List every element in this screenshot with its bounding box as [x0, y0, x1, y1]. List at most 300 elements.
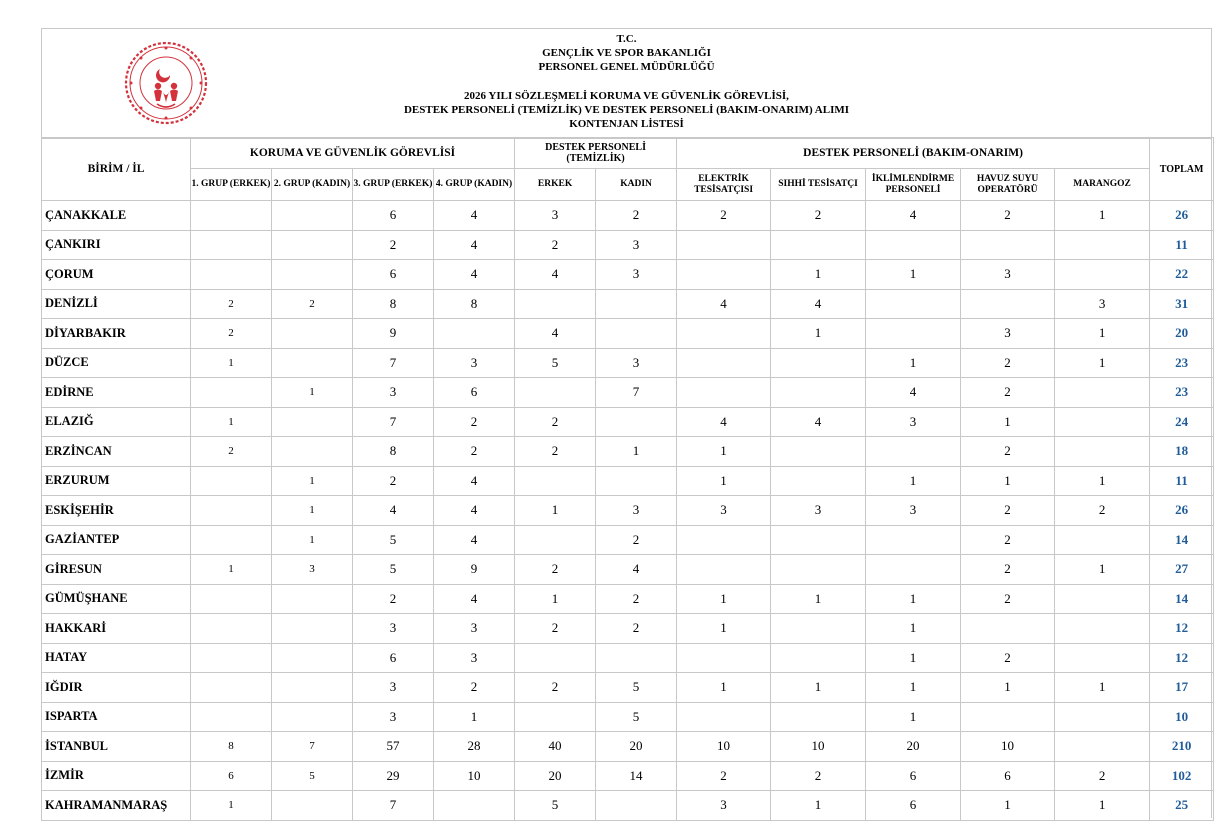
- row-value: [961, 289, 1055, 319]
- row-value: 3: [1055, 289, 1150, 319]
- row-total: 11: [1150, 466, 1214, 496]
- row-value: 1: [1055, 319, 1150, 349]
- column-temizlik-erkek: ERKEK: [515, 169, 596, 201]
- row-value: [596, 407, 677, 437]
- row-value: 2: [961, 555, 1055, 585]
- table-row: [42, 643, 1214, 673]
- row-value: 2: [1055, 496, 1150, 526]
- row-value: [677, 230, 771, 260]
- row-value: 6: [353, 643, 434, 673]
- row-value: 4: [353, 496, 434, 526]
- row-value: [771, 702, 866, 732]
- table-row: [42, 584, 1214, 614]
- row-total: 31: [1150, 289, 1214, 319]
- row-value: [1055, 614, 1150, 644]
- row-province: İZMİR: [42, 761, 191, 791]
- row-value: [1055, 230, 1150, 260]
- row-value: 20: [596, 732, 677, 762]
- table-row: [42, 437, 1214, 467]
- row-value: 1: [515, 496, 596, 526]
- column-elektrik-tesisatcisi: ELEKTRİK TESİSATÇISI: [677, 169, 771, 201]
- row-value: [191, 378, 272, 408]
- row-value: [771, 437, 866, 467]
- row-value: 10: [771, 732, 866, 762]
- row-value: 1: [272, 378, 353, 408]
- table-row: [42, 525, 1214, 555]
- row-total: 11: [1150, 230, 1214, 260]
- row-value: 3: [596, 260, 677, 290]
- row-value: 4: [434, 584, 515, 614]
- row-total: 12: [1150, 614, 1214, 644]
- row-total: 23: [1150, 378, 1214, 408]
- row-value: 10: [961, 732, 1055, 762]
- row-value: 2: [191, 289, 272, 319]
- table-row: [42, 230, 1214, 260]
- row-value: [771, 555, 866, 585]
- table-row: [42, 407, 1214, 437]
- row-value: 10: [434, 761, 515, 791]
- row-total: 10: [1150, 702, 1214, 732]
- row-value: [1055, 407, 1150, 437]
- row-value: 1: [434, 702, 515, 732]
- row-value: 4: [677, 289, 771, 319]
- row-value: 1: [771, 584, 866, 614]
- row-value: 2: [434, 407, 515, 437]
- row-value: 4: [434, 230, 515, 260]
- row-province: ÇORUM: [42, 260, 191, 290]
- row-province: DÜZCE: [42, 348, 191, 378]
- row-value: 2: [353, 230, 434, 260]
- row-value: [272, 230, 353, 260]
- row-value: 5: [272, 761, 353, 791]
- row-value: 8: [353, 289, 434, 319]
- column-iklimlendirme-personeli: İKLİMLENDİRME PERSONELİ: [866, 169, 961, 201]
- row-value: 1: [866, 702, 961, 732]
- row-value: 7: [353, 407, 434, 437]
- row-value: [866, 319, 961, 349]
- table-row: [42, 791, 1214, 821]
- row-value: [596, 289, 677, 319]
- row-value: 28: [434, 732, 515, 762]
- row-value: 2: [596, 584, 677, 614]
- group-temizlik: DESTEK PERSONELİ (TEMİZLİK): [515, 138, 677, 169]
- row-value: [771, 230, 866, 260]
- row-value: [1055, 525, 1150, 555]
- row-value: [1055, 437, 1150, 467]
- row-total: 102: [1150, 761, 1214, 791]
- row-value: 2: [515, 614, 596, 644]
- row-value: 3: [353, 673, 434, 703]
- row-value: [961, 614, 1055, 644]
- row-value: 1: [961, 673, 1055, 703]
- row-value: [866, 555, 961, 585]
- row-value: 1: [1055, 673, 1150, 703]
- row-value: 5: [353, 525, 434, 555]
- row-value: 3: [677, 791, 771, 821]
- table-row: [42, 673, 1214, 703]
- row-value: [596, 319, 677, 349]
- row-value: 9: [353, 319, 434, 349]
- row-value: 10: [677, 732, 771, 762]
- row-value: [677, 260, 771, 290]
- row-total: 25: [1150, 791, 1214, 821]
- row-value: [771, 525, 866, 555]
- row-value: [677, 702, 771, 732]
- row-value: 1: [191, 791, 272, 821]
- row-province: KAHRAMANMARAŞ: [42, 791, 191, 821]
- row-province: ELAZIĞ: [42, 407, 191, 437]
- row-value: 3: [515, 201, 596, 231]
- row-value: 2: [596, 201, 677, 231]
- row-value: 3: [434, 348, 515, 378]
- row-value: 4: [677, 407, 771, 437]
- row-value: 2: [677, 761, 771, 791]
- row-province: GİRESUN: [42, 555, 191, 585]
- row-value: [677, 319, 771, 349]
- row-value: 4: [434, 496, 515, 526]
- row-value: 2: [771, 201, 866, 231]
- row-value: [866, 525, 961, 555]
- row-value: [771, 466, 866, 496]
- row-value: [961, 230, 1055, 260]
- row-value: 1: [677, 437, 771, 467]
- row-value: 3: [596, 230, 677, 260]
- header-line-5: DESTEK PERSONELİ (TEMİZLİK) VE DESTEK PERSONELİ (BAKIM-ONARIM) ALIMI: [403, 103, 850, 116]
- row-total: 20: [1150, 319, 1214, 349]
- table-row: [42, 260, 1214, 290]
- header-line-6: KONTENJAN LİSTESİ: [569, 118, 684, 131]
- row-value: 1: [191, 407, 272, 437]
- row-value: 8: [353, 437, 434, 467]
- row-value: [771, 348, 866, 378]
- row-value: 2: [961, 378, 1055, 408]
- row-value: 2: [353, 466, 434, 496]
- row-value: 1: [677, 673, 771, 703]
- column-temizlik-kadin: KADIN: [596, 169, 677, 201]
- row-value: [272, 584, 353, 614]
- row-value: 1: [771, 791, 866, 821]
- row-value: [191, 466, 272, 496]
- table-row: [42, 466, 1214, 496]
- row-value: 1: [866, 348, 961, 378]
- row-value: 8: [434, 289, 515, 319]
- row-value: [596, 466, 677, 496]
- row-value: 6: [866, 761, 961, 791]
- row-value: [272, 348, 353, 378]
- row-total: 23: [1150, 348, 1214, 378]
- row-value: 5: [353, 555, 434, 585]
- row-total: 22: [1150, 260, 1214, 290]
- row-value: [515, 702, 596, 732]
- row-value: 1: [1055, 555, 1150, 585]
- document-header: [42, 29, 1211, 139]
- row-value: [191, 230, 272, 260]
- row-value: [272, 643, 353, 673]
- row-value: 40: [515, 732, 596, 762]
- row-value: 3: [434, 643, 515, 673]
- row-value: 5: [596, 673, 677, 703]
- row-value: 1: [515, 584, 596, 614]
- row-value: 4: [434, 260, 515, 290]
- row-value: 2: [771, 761, 866, 791]
- row-value: 1: [191, 348, 272, 378]
- row-total: 14: [1150, 525, 1214, 555]
- row-value: [1055, 584, 1150, 614]
- row-value: [596, 643, 677, 673]
- row-value: [1055, 260, 1150, 290]
- row-value: 1: [866, 673, 961, 703]
- row-value: 7: [272, 732, 353, 762]
- row-value: [771, 614, 866, 644]
- header-line-4: 2026 YILI SÖZLEŞMELİ KORUMA VE GÜVENLİK GÖREVLİSİ,: [464, 89, 789, 102]
- row-value: 1: [1055, 348, 1150, 378]
- row-value: 2: [596, 614, 677, 644]
- row-value: 3: [353, 614, 434, 644]
- row-province: DİYARBAKIR: [42, 319, 191, 349]
- row-value: 3: [961, 260, 1055, 290]
- row-total: 26: [1150, 201, 1214, 231]
- group-koruma: KORUMA VE GÜVENLİK GÖREVLİSİ: [191, 138, 515, 169]
- row-province: ERZURUM: [42, 466, 191, 496]
- row-value: [866, 437, 961, 467]
- row-value: [515, 643, 596, 673]
- row-value: [272, 260, 353, 290]
- table-row: [42, 348, 1214, 378]
- row-value: 1: [866, 466, 961, 496]
- table-row: [42, 732, 1214, 762]
- row-value: 2: [515, 437, 596, 467]
- row-value: 4: [771, 407, 866, 437]
- group-bakim-onarim: DESTEK PERSONELİ (BAKIM-ONARIM): [677, 138, 1150, 169]
- row-value: 2: [596, 525, 677, 555]
- row-value: 2: [961, 525, 1055, 555]
- row-value: 2: [961, 496, 1055, 526]
- row-value: 4: [771, 289, 866, 319]
- row-value: 1: [771, 673, 866, 703]
- row-value: [515, 466, 596, 496]
- row-value: [434, 319, 515, 349]
- row-value: 1: [677, 614, 771, 644]
- row-value: 1: [677, 466, 771, 496]
- row-value: 3: [596, 348, 677, 378]
- row-value: 1: [961, 791, 1055, 821]
- row-value: 1: [771, 260, 866, 290]
- column-2-grup-kadin: 2. GRUP (KADIN): [272, 169, 353, 201]
- row-value: [272, 201, 353, 231]
- header-line-2: GENÇLİK VE SPOR BAKANLIĞI: [542, 47, 711, 60]
- row-value: 7: [353, 791, 434, 821]
- row-value: 20: [515, 761, 596, 791]
- row-value: [677, 378, 771, 408]
- row-value: 3: [866, 496, 961, 526]
- row-value: 1: [866, 260, 961, 290]
- row-value: 3: [866, 407, 961, 437]
- row-value: 1: [1055, 791, 1150, 821]
- row-value: 3: [596, 496, 677, 526]
- row-value: 2: [434, 673, 515, 703]
- row-province: GAZİANTEP: [42, 525, 191, 555]
- row-value: 3: [353, 702, 434, 732]
- row-value: 1: [961, 407, 1055, 437]
- row-value: [866, 230, 961, 260]
- row-value: 6: [191, 761, 272, 791]
- row-value: 2: [515, 673, 596, 703]
- header-line-3: PERSONEL GENEL MÜDÜRLÜĞÜ: [538, 61, 715, 74]
- column-havuz-suyu-operatoru: HAVUZ SUYU OPERATÖRÜ: [961, 169, 1055, 201]
- row-value: [596, 791, 677, 821]
- row-value: 8: [191, 732, 272, 762]
- row-value: 2: [515, 555, 596, 585]
- row-value: 4: [866, 201, 961, 231]
- row-value: 5: [515, 348, 596, 378]
- row-province: EDİRNE: [42, 378, 191, 408]
- row-value: 6: [353, 201, 434, 231]
- row-value: [866, 289, 961, 319]
- row-value: 4: [866, 378, 961, 408]
- row-value: 4: [596, 555, 677, 585]
- column-1-grup-erkek: 1. GRUP (ERKEK): [191, 169, 272, 201]
- row-total: 210: [1150, 732, 1214, 762]
- row-province: DENİZLİ: [42, 289, 191, 319]
- row-value: 4: [434, 201, 515, 231]
- row-province: ISPARTA: [42, 702, 191, 732]
- row-value: 7: [353, 348, 434, 378]
- column-sihhi-tesisatci: SIHHİ TESİSATÇI: [771, 169, 866, 201]
- row-province: ÇANKIRI: [42, 230, 191, 260]
- row-value: 6: [353, 260, 434, 290]
- row-value: 7: [596, 378, 677, 408]
- row-value: [191, 614, 272, 644]
- row-value: 9: [434, 555, 515, 585]
- row-value: 57: [353, 732, 434, 762]
- row-value: 3: [353, 378, 434, 408]
- row-value: 3: [272, 555, 353, 585]
- row-value: 1: [771, 319, 866, 349]
- row-value: 4: [434, 525, 515, 555]
- row-value: 3: [677, 496, 771, 526]
- row-province: HAKKARİ: [42, 614, 191, 644]
- quota-document: [41, 28, 1212, 818]
- row-value: [1055, 643, 1150, 673]
- row-value: 20: [866, 732, 961, 762]
- quota-table: [41, 137, 1214, 821]
- column-marangoz: MARANGOZ: [1055, 169, 1150, 201]
- row-value: 14: [596, 761, 677, 791]
- row-value: 1: [191, 555, 272, 585]
- row-value: 2: [961, 643, 1055, 673]
- row-value: 1: [596, 437, 677, 467]
- row-total: 24: [1150, 407, 1214, 437]
- row-value: 1: [1055, 201, 1150, 231]
- row-value: [191, 260, 272, 290]
- row-value: [191, 496, 272, 526]
- row-value: 2: [272, 289, 353, 319]
- row-value: 6: [961, 761, 1055, 791]
- row-value: [191, 673, 272, 703]
- row-value: 2: [353, 584, 434, 614]
- row-value: 5: [596, 702, 677, 732]
- column-toplam: TOPLAM: [1150, 138, 1214, 201]
- table-row: [42, 496, 1214, 526]
- row-value: [771, 378, 866, 408]
- row-value: 1: [272, 525, 353, 555]
- column-birim: BİRİM / İL: [42, 138, 191, 201]
- row-total: 26: [1150, 496, 1214, 526]
- table-row: [42, 761, 1214, 791]
- row-value: [191, 201, 272, 231]
- row-province: GÜMÜŞHANE: [42, 584, 191, 614]
- row-value: 3: [434, 614, 515, 644]
- row-value: 6: [866, 791, 961, 821]
- row-value: 4: [434, 466, 515, 496]
- row-value: [272, 702, 353, 732]
- column-3-grup-erkek: 3. GRUP (ERKEK): [353, 169, 434, 201]
- table-row: [42, 319, 1214, 349]
- row-province: ERZİNCAN: [42, 437, 191, 467]
- row-value: 4: [515, 319, 596, 349]
- row-value: [191, 643, 272, 673]
- row-value: [961, 702, 1055, 732]
- row-province: IĞDIR: [42, 673, 191, 703]
- row-value: 4: [515, 260, 596, 290]
- row-value: [677, 555, 771, 585]
- row-value: 1: [1055, 466, 1150, 496]
- table-row: [42, 555, 1214, 585]
- row-value: [272, 791, 353, 821]
- row-value: [272, 407, 353, 437]
- row-total: 12: [1150, 643, 1214, 673]
- row-value: [677, 643, 771, 673]
- row-value: [191, 584, 272, 614]
- table-row: [42, 289, 1214, 319]
- row-value: 2: [1055, 761, 1150, 791]
- row-value: [272, 319, 353, 349]
- row-value: [771, 643, 866, 673]
- row-total: 14: [1150, 584, 1214, 614]
- row-value: 1: [272, 496, 353, 526]
- row-value: [1055, 378, 1150, 408]
- row-value: 2: [961, 584, 1055, 614]
- column-4-grup-kadin: 4. GRUP (KADIN): [434, 169, 515, 201]
- row-value: 29: [353, 761, 434, 791]
- row-value: [515, 289, 596, 319]
- row-value: 2: [961, 201, 1055, 231]
- row-value: 6: [434, 378, 515, 408]
- row-value: [272, 673, 353, 703]
- table-row: [42, 201, 1214, 231]
- row-value: 2: [961, 348, 1055, 378]
- row-value: 1: [866, 614, 961, 644]
- row-value: 5: [515, 791, 596, 821]
- row-total: 18: [1150, 437, 1214, 467]
- row-value: [272, 437, 353, 467]
- row-value: [515, 525, 596, 555]
- row-value: [272, 614, 353, 644]
- row-province: ÇANAKKALE: [42, 201, 191, 231]
- row-value: 1: [677, 584, 771, 614]
- row-value: 1: [866, 643, 961, 673]
- row-value: [677, 348, 771, 378]
- row-province: HATAY: [42, 643, 191, 673]
- row-value: 2: [961, 437, 1055, 467]
- row-value: 1: [961, 466, 1055, 496]
- row-province: ESKİŞEHİR: [42, 496, 191, 526]
- row-total: 17: [1150, 673, 1214, 703]
- table-row: [42, 702, 1214, 732]
- row-value: [191, 702, 272, 732]
- row-value: 2: [515, 230, 596, 260]
- row-value: [434, 791, 515, 821]
